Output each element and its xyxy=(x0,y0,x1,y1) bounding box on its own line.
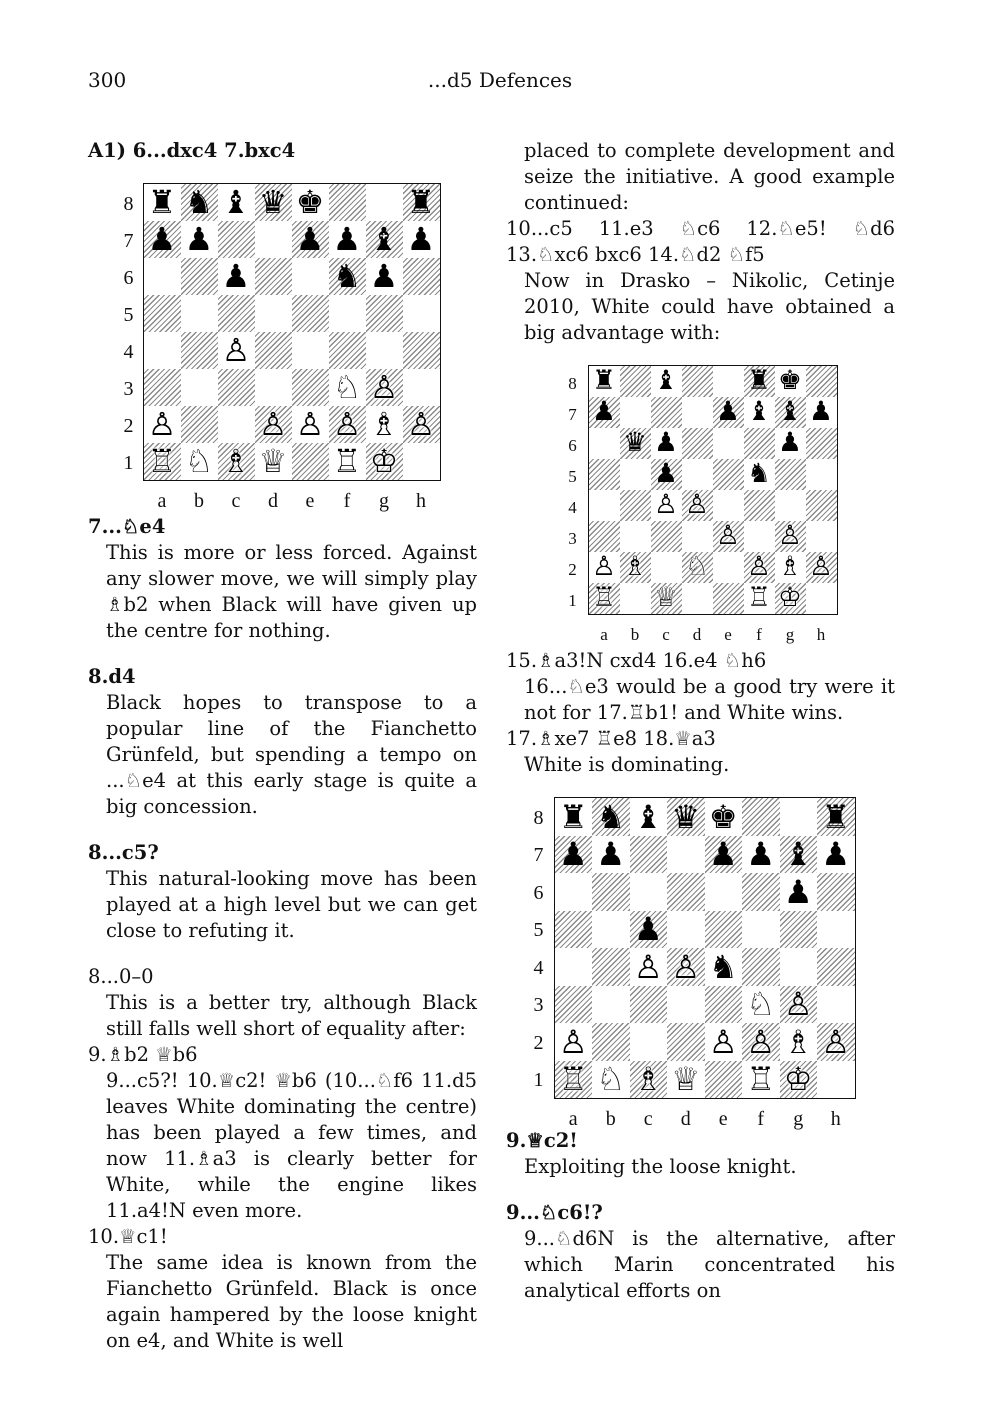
move-line: 15.♗a3!N cxd4 16.e4 ♘h6 xyxy=(506,649,767,672)
file-label: f xyxy=(756,625,762,644)
black-bishop-icon: ♝ xyxy=(633,797,663,836)
rank-label: 6 xyxy=(568,436,577,455)
move-line: 10...c5 11.e3 ♘c6 12.♘e5! ♘d6 13.♘xc6 bxc6 14.♘d2 ♘f5 xyxy=(506,217,895,266)
white-pawn-icon: ♙ xyxy=(746,1022,776,1061)
black-pawn-icon: ♟ xyxy=(654,458,678,490)
black-pawn-icon: ♟ xyxy=(184,219,214,258)
file-label: c xyxy=(643,1108,653,1130)
commentary: This natural-looking move has been played at a high level but we can get close to refuting it. xyxy=(106,867,477,942)
white-rook-icon: ♖ xyxy=(747,582,771,614)
black-knight-icon: ♞ xyxy=(596,797,626,836)
black-queen-icon: ♛ xyxy=(258,182,288,221)
black-pawn-icon: ♟ xyxy=(592,396,616,428)
rank-label: 3 xyxy=(123,377,134,400)
white-knight-icon: ♘ xyxy=(746,985,776,1024)
commentary: 16...♘e3 would be a good try were it not for 17.♖b1! and White wins. xyxy=(524,675,895,724)
black-rook-icon: ♜ xyxy=(558,797,588,836)
spacer xyxy=(88,820,477,840)
spacer xyxy=(506,1180,895,1200)
right-column xyxy=(506,138,895,1304)
rank-label: 1 xyxy=(123,451,134,474)
black-bishop-icon: ♝ xyxy=(369,219,399,258)
rank-label: 2 xyxy=(533,1031,544,1054)
file-label: e xyxy=(724,625,732,644)
file-label: b xyxy=(605,1108,616,1130)
rank-label: 1 xyxy=(568,591,577,610)
file-label: g xyxy=(785,625,795,644)
white-pawn-icon: ♙ xyxy=(654,489,678,521)
file-label: e xyxy=(718,1108,728,1130)
black-pawn-icon: ♟ xyxy=(716,396,740,428)
black-queen-icon: ♛ xyxy=(623,427,647,459)
white-pawn-icon: ♙ xyxy=(778,520,802,552)
white-pawn-icon: ♙ xyxy=(716,520,740,552)
black-knight-icon: ♞ xyxy=(708,947,738,986)
move-line: 17.♗xe7 ♖e8 18.♕a3 xyxy=(506,727,716,750)
file-label: g xyxy=(379,490,389,512)
black-pawn-icon: ♟ xyxy=(746,835,776,874)
rank-label: 5 xyxy=(123,303,134,326)
file-label: c xyxy=(662,625,670,644)
black-pawn-icon: ♟ xyxy=(654,427,678,459)
white-knight-icon: ♘ xyxy=(332,367,362,406)
file-label: b xyxy=(630,625,640,644)
white-pawn-icon: ♙ xyxy=(258,404,288,443)
white-pawn-icon: ♙ xyxy=(809,551,833,583)
white-queen-icon: ♕ xyxy=(654,582,678,614)
white-pawn-icon: ♙ xyxy=(369,367,399,406)
rank-label: 3 xyxy=(533,994,544,1017)
white-bishop-icon: ♗ xyxy=(783,1022,813,1061)
white-pawn-icon: ♙ xyxy=(783,985,813,1024)
file-label: e xyxy=(305,490,315,512)
black-pawn-icon: ♟ xyxy=(332,219,362,258)
black-pawn-icon: ♟ xyxy=(821,835,851,874)
black-bishop-icon: ♝ xyxy=(221,182,251,221)
rank-label: 2 xyxy=(568,560,577,579)
white-bishop-icon: ♗ xyxy=(369,404,399,443)
file-label: d xyxy=(680,1108,691,1130)
rank-label: 8 xyxy=(533,806,544,829)
white-bishop-icon: ♗ xyxy=(778,551,802,583)
move-line: 9.♗b2 ♕b6 xyxy=(88,1043,198,1066)
main-move: 9.♕c2! xyxy=(506,1129,578,1152)
rank-label: 4 xyxy=(123,340,134,363)
commentary: This is a better try, although Black still falls well short of equality after: xyxy=(106,991,477,1040)
black-pawn-icon: ♟ xyxy=(295,219,325,258)
rank-label: 7 xyxy=(123,229,134,252)
white-pawn-icon: ♙ xyxy=(821,1022,851,1061)
black-pawn-icon: ♟ xyxy=(221,256,251,295)
white-pawn-icon: ♙ xyxy=(221,330,251,369)
board-frame xyxy=(588,365,838,615)
file-label: a xyxy=(157,490,167,512)
white-pawn-icon: ♙ xyxy=(747,551,771,583)
section-caption: A1) 6...dxc4 7.bxc4 xyxy=(88,139,296,162)
white-pawn-icon: ♙ xyxy=(685,489,709,521)
file-label: a xyxy=(568,1108,578,1130)
rank-label: 6 xyxy=(533,881,544,904)
white-rook-icon: ♖ xyxy=(147,441,177,480)
rank-label: 7 xyxy=(533,844,544,867)
board-frame xyxy=(554,797,856,1099)
file-label: d xyxy=(268,490,278,512)
white-king-icon: ♔ xyxy=(369,441,399,480)
black-bishop-icon: ♝ xyxy=(783,835,813,874)
file-label: g xyxy=(793,1108,804,1130)
white-king-icon: ♔ xyxy=(778,582,802,614)
black-pawn-icon: ♟ xyxy=(708,835,738,874)
black-bishop-icon: ♝ xyxy=(747,396,771,428)
black-king-icon: ♚ xyxy=(778,365,802,397)
white-queen-icon: ♕ xyxy=(258,441,288,480)
white-queen-icon: ♕ xyxy=(671,1060,701,1099)
black-bishop-icon: ♝ xyxy=(654,365,678,397)
main-move: 7...♘e4 xyxy=(88,515,166,538)
white-knight-icon: ♘ xyxy=(184,441,214,480)
sub-commentary: 9...c5?! 10.♕c2! ♕b6 (10...♘f6 11.d5 leaves White dominating the centre) has been played a few times, and now 11.♗a3 is clearly better for White, while the engine likes 11.a4!N even more. xyxy=(106,1069,477,1222)
rank-label: 5 xyxy=(568,467,577,486)
white-pawn-icon: ♙ xyxy=(671,947,701,986)
white-bishop-icon: ♗ xyxy=(623,551,647,583)
black-bishop-icon: ♝ xyxy=(778,396,802,428)
black-king-icon: ♚ xyxy=(295,182,325,221)
chess-diagram-board1 xyxy=(88,170,477,512)
white-rook-icon: ♖ xyxy=(746,1060,776,1099)
white-knight-icon: ♘ xyxy=(685,551,709,583)
main-move: 9...♘c6!? xyxy=(506,1201,603,1224)
file-label: c xyxy=(231,490,241,512)
black-king-icon: ♚ xyxy=(708,797,738,836)
black-pawn-icon: ♟ xyxy=(783,872,813,911)
black-pawn-icon: ♟ xyxy=(633,910,663,949)
black-knight-icon: ♞ xyxy=(332,256,362,295)
commentary: White is dominating. xyxy=(524,753,730,776)
white-rook-icon: ♖ xyxy=(558,1060,588,1099)
white-knight-icon: ♘ xyxy=(596,1060,626,1099)
main-move: 8.d4 xyxy=(88,665,136,688)
sub-commentary: The same idea is known from the Fianchetto Grünfeld. Black is once again hampered by the loose knight on e4, and White is well xyxy=(106,1251,477,1352)
rank-label: 4 xyxy=(533,956,544,979)
black-rook-icon: ♜ xyxy=(147,182,177,221)
white-king-icon: ♔ xyxy=(783,1060,813,1099)
white-rook-icon: ♖ xyxy=(332,441,362,480)
commentary: Exploiting the loose knight. xyxy=(524,1155,797,1178)
chess-diagram-board2 xyxy=(506,352,895,642)
white-pawn-icon: ♙ xyxy=(708,1022,738,1061)
white-pawn-icon: ♙ xyxy=(633,947,663,986)
rank-label: 4 xyxy=(568,498,577,517)
file-label: a xyxy=(600,625,608,644)
file-label: f xyxy=(757,1108,765,1130)
file-label: d xyxy=(692,625,702,644)
black-pawn-icon: ♟ xyxy=(596,835,626,874)
rank-label: 5 xyxy=(533,919,544,942)
commentary: 9...♘d6N is the alternative, after which Marin concentrated his analytical efforts on xyxy=(524,1227,895,1302)
spacer xyxy=(88,644,477,664)
black-rook-icon: ♜ xyxy=(406,182,436,221)
move-line: 10.♕c1! xyxy=(88,1225,168,1248)
white-rook-icon: ♖ xyxy=(592,582,616,614)
file-label: h xyxy=(416,490,426,512)
rank-label: 3 xyxy=(568,529,577,548)
commentary: placed to complete development and seize the initiative. A good example continued: xyxy=(524,139,895,214)
black-rook-icon: ♜ xyxy=(821,797,851,836)
black-pawn-icon: ♟ xyxy=(369,256,399,295)
running-title: ...d5 Defences xyxy=(427,68,573,92)
move-line: 8...0–0 xyxy=(88,965,154,988)
commentary: Black hopes to transpose to a popular line of the Fianchetto Grünfeld, but spending a tempo on ...♘e4 at this early stage is quite a big concession. xyxy=(106,691,477,818)
file-label: h xyxy=(830,1108,841,1130)
white-pawn-icon: ♙ xyxy=(295,404,325,443)
white-bishop-icon: ♗ xyxy=(633,1060,663,1099)
black-pawn-icon: ♟ xyxy=(147,219,177,258)
black-knight-icon: ♞ xyxy=(184,182,214,221)
white-pawn-icon: ♙ xyxy=(592,551,616,583)
black-pawn-icon: ♟ xyxy=(406,219,436,258)
board-frame xyxy=(143,183,441,481)
white-pawn-icon: ♙ xyxy=(406,404,436,443)
file-label: h xyxy=(816,625,826,644)
rank-label: 8 xyxy=(568,374,577,393)
black-rook-icon: ♜ xyxy=(747,365,771,397)
file-label: f xyxy=(343,490,351,512)
black-knight-icon: ♞ xyxy=(747,458,771,490)
white-bishop-icon: ♗ xyxy=(221,441,251,480)
page-number: 300 xyxy=(88,68,127,92)
commentary: This is more or less forced. Against any slower move, we will simply play ♗b2 when Black will have given up the centre for nothing. xyxy=(106,541,477,642)
rank-label: 8 xyxy=(123,192,134,215)
white-pawn-icon: ♙ xyxy=(147,404,177,443)
rank-label: 2 xyxy=(123,414,134,437)
rank-label: 6 xyxy=(123,266,134,289)
black-rook-icon: ♜ xyxy=(592,365,616,397)
commentary: Now in Drasko – Nikolic, Cetinje 2010, White could have obtained a big advantage with: xyxy=(524,269,895,344)
rank-label: 1 xyxy=(533,1069,544,1092)
black-pawn-icon: ♟ xyxy=(809,396,833,428)
chess-diagram-board3 xyxy=(506,784,895,1130)
black-pawn-icon: ♟ xyxy=(778,427,802,459)
white-pawn-icon: ♙ xyxy=(332,404,362,443)
spacer xyxy=(88,944,477,964)
white-pawn-icon: ♙ xyxy=(558,1022,588,1061)
black-pawn-icon: ♟ xyxy=(558,835,588,874)
left-column xyxy=(88,138,477,1354)
file-label: b xyxy=(194,490,204,512)
black-queen-icon: ♛ xyxy=(671,797,701,836)
rank-label: 7 xyxy=(568,405,577,424)
main-move: 8...c5? xyxy=(88,841,159,864)
